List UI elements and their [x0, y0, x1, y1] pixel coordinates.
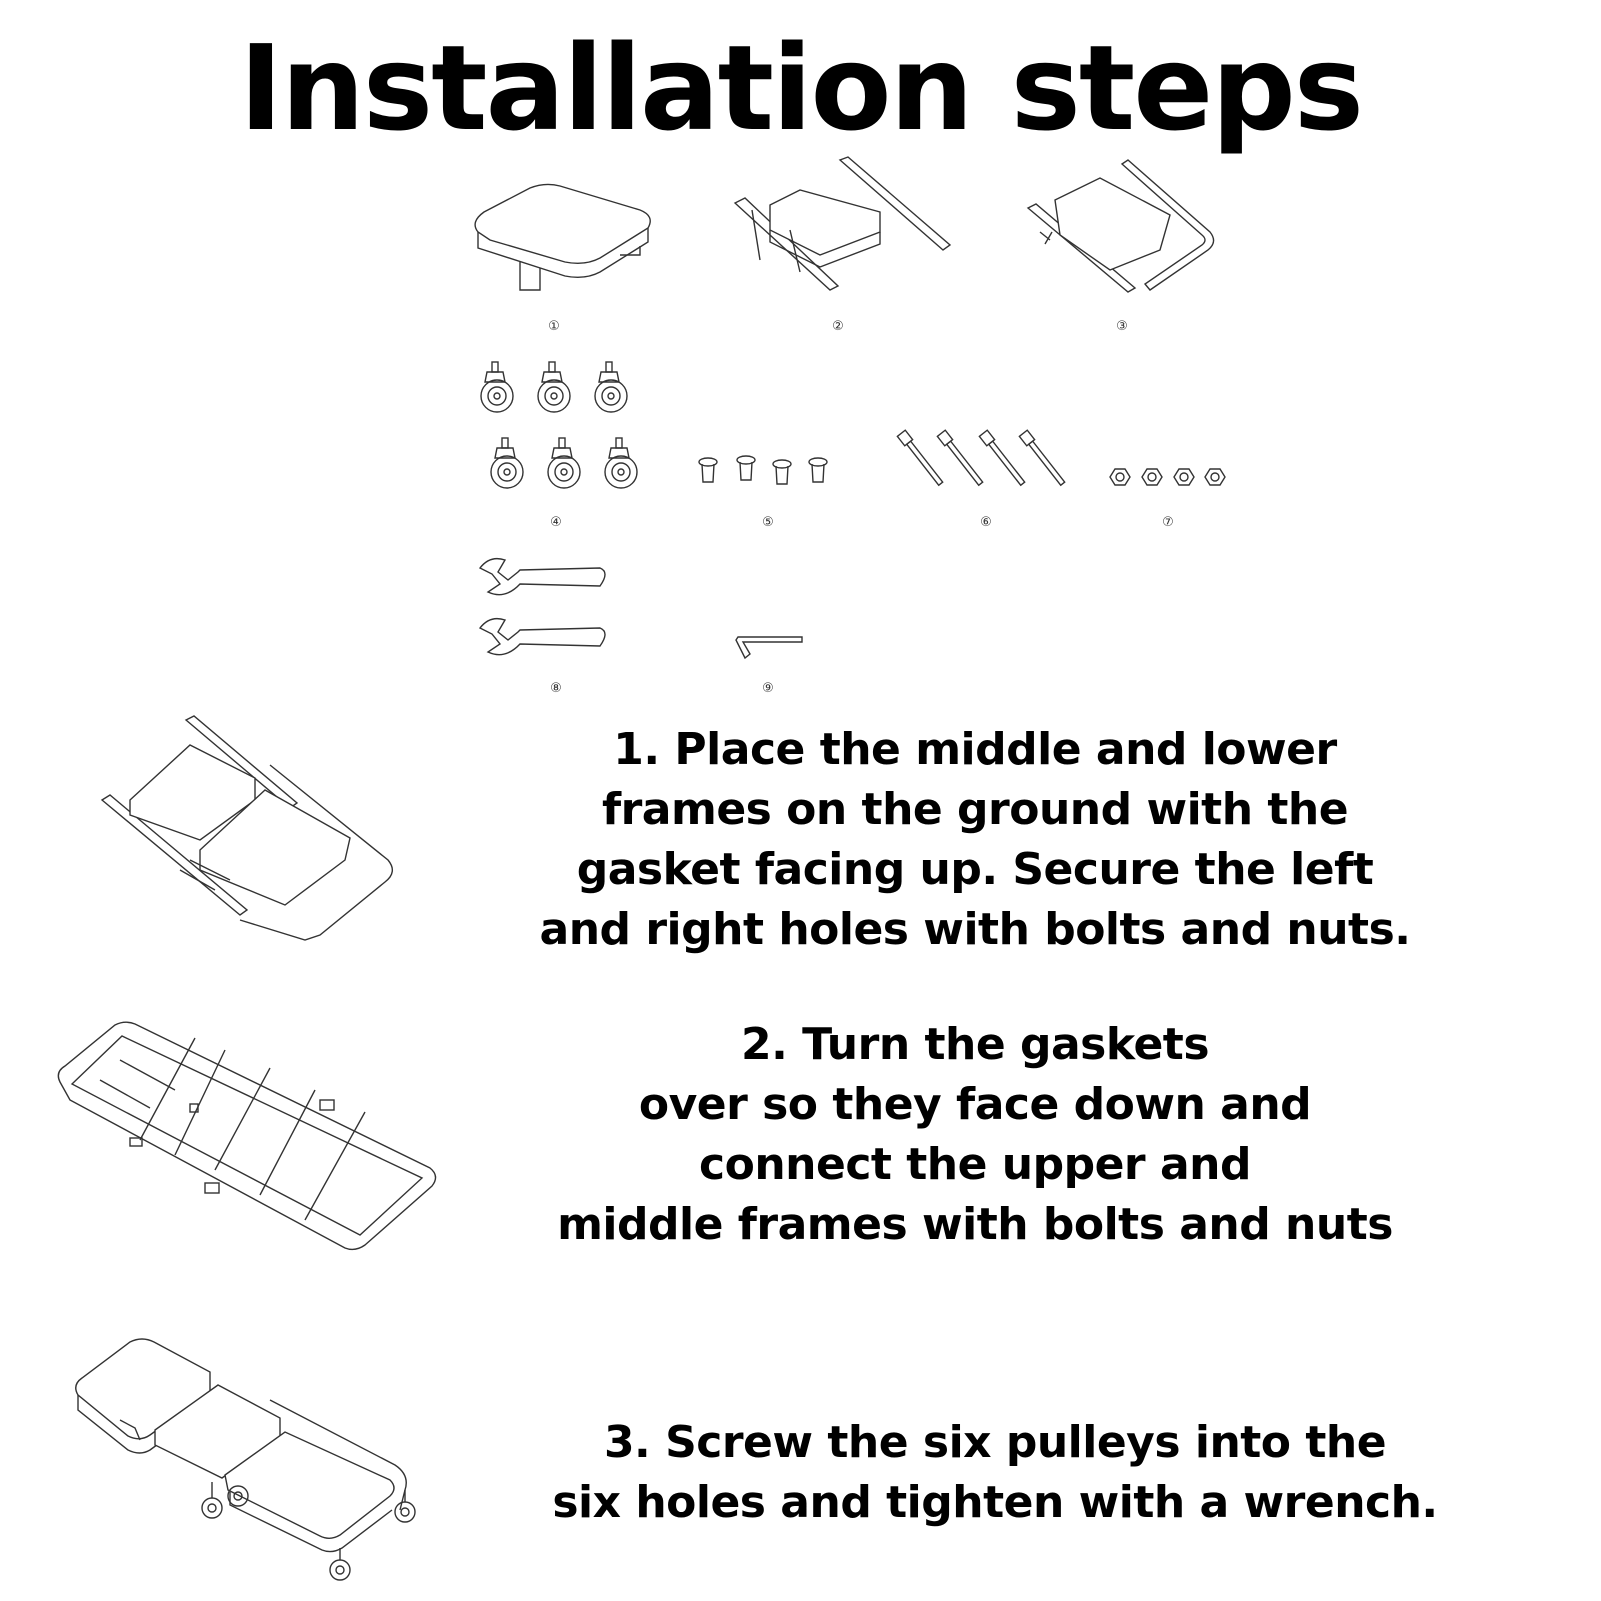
allen-key-icon	[736, 637, 802, 658]
part-4-number: ④	[550, 515, 562, 530]
step-1-text: 1. Place the middle and lower frames on the ground with the gasket facing up. Secure the left and right holes with bolts and nuts.	[539, 724, 1411, 955]
bolts-icon	[897, 430, 1066, 487]
part-8-number: ⑧	[550, 681, 562, 696]
part-6-number: ⑥	[980, 515, 992, 530]
part-2-number: ②	[832, 319, 844, 334]
step-3-text: 3. Screw the six pulleys into the six holes and tighten with a wrench.	[552, 1417, 1438, 1528]
wrenches-icon	[480, 559, 605, 655]
step-2-text: 2. Turn the gaskets over so they face down and connect the upper and middle frames with bolts and nuts	[557, 1019, 1393, 1250]
part-3-number: ③	[1116, 319, 1128, 334]
seat-cushion-icon	[475, 184, 650, 290]
hex-nuts-icon	[1110, 469, 1225, 485]
part-9-number: ⑨	[762, 681, 774, 696]
lower-frame-icon	[1028, 160, 1214, 292]
page-title: Installation steps	[238, 19, 1363, 157]
part-7-number: ⑦	[1162, 515, 1174, 530]
step-3-assembled-illustration	[76, 1339, 415, 1580]
part-1-number: ①	[548, 319, 560, 334]
middle-frame-icon	[735, 157, 950, 290]
caster-wheels-icon	[481, 362, 637, 488]
sleeve-nuts-icon	[699, 456, 827, 484]
part-5-number: ⑤	[762, 515, 774, 530]
step-2-frame-illustration	[58, 1022, 435, 1249]
step-1-frame-illustration	[102, 716, 392, 940]
